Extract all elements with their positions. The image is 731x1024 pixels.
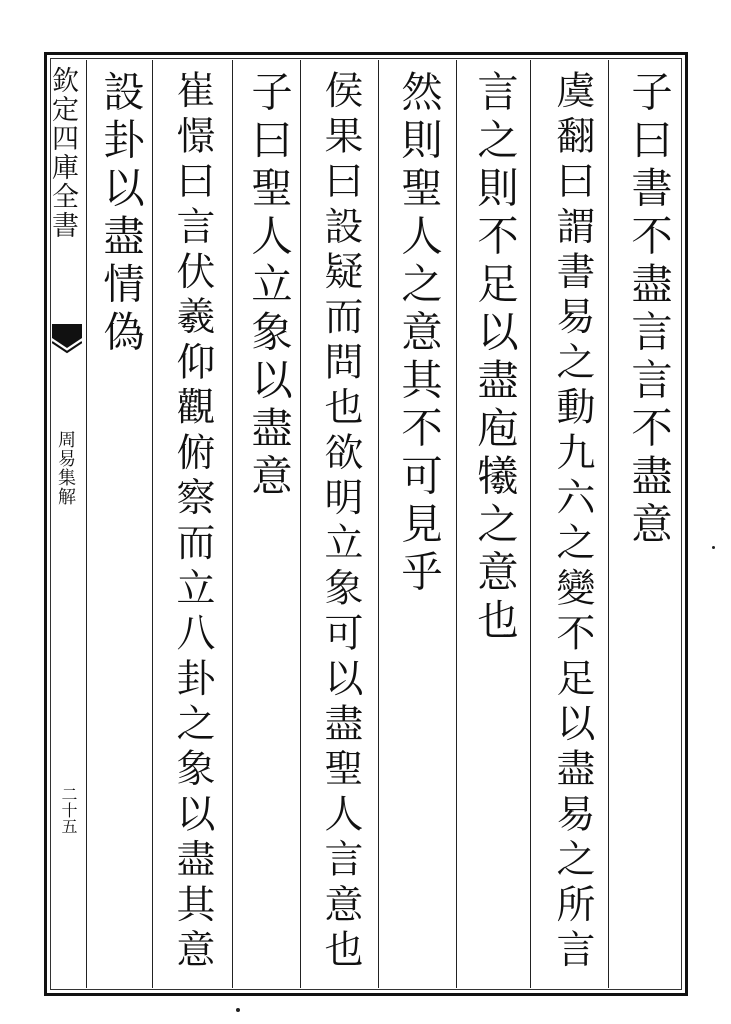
text-column-2: 虞翻曰謂書易之動九六之變不足以盡易之所言 [550,70,595,974]
scan-speck [712,546,715,549]
margin-column-rule [86,60,87,988]
page-number: 二十五 [59,786,78,834]
text-column-3: 言之則不足以盡庖犧之意也 [470,70,518,646]
fish-tail-mark [52,324,82,366]
column-rule [232,60,233,988]
section-title: 周易集解 [55,430,76,506]
text-column-4: 然則聖人之意其不可見乎 [394,70,442,598]
text-column-7: 崔憬曰言伏羲仰觀俯察而立八卦之象以盡其意 [170,70,215,974]
column-rule [608,60,609,988]
column-rule [152,60,153,988]
text-column-1: 子曰書不盡言言不盡意 [624,70,672,550]
column-rule [378,60,379,988]
column-rule [456,60,457,988]
text-column-5: 侯果曰設疑而問也欲明立象可以盡聖人言意也 [318,70,363,974]
column-rule [530,60,531,988]
book-title: 欽定四庫全書 [47,66,78,240]
scan-speck [236,1008,240,1012]
column-rule [300,60,301,988]
text-column-8: 設卦以盡情偽 [96,70,144,358]
text-column-6: 子曰聖人立象以盡意 [244,70,292,502]
